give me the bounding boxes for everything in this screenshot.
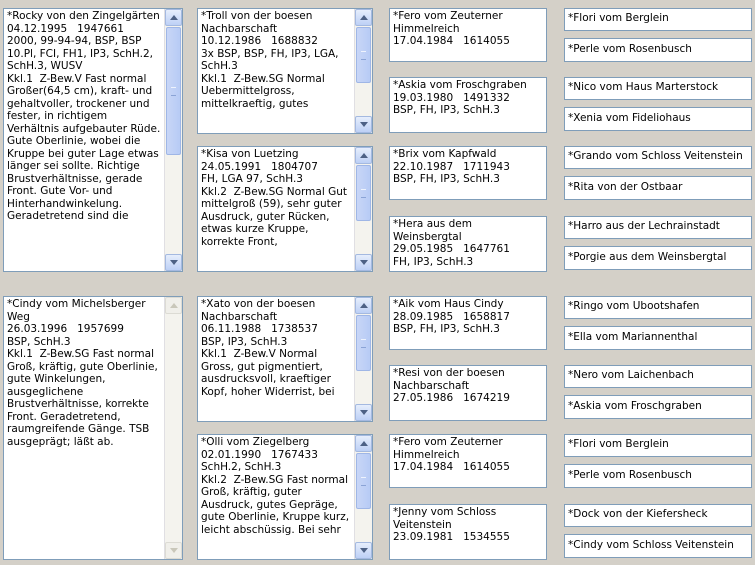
vertical-scrollbar[interactable]	[354, 147, 372, 271]
pedigree-entry-great-grandparent[interactable]	[564, 77, 752, 100]
pedigree-entry-great-grandparent[interactable]	[564, 504, 752, 527]
dog-info-text: *Troll von der boesen Nachbarschaft 10.12.1986 1688832 3x BSP, BSP, FH, IP3, LGA, SchH.3 Kkl.1 Z-Bew.SG Normal Uebermittelgross, mittelkraeftig, gutes	[201, 10, 339, 110]
pedigree-entry-sire[interactable]	[197, 296, 373, 422]
arrow-up-icon	[360, 15, 368, 20]
scroll-up-button[interactable]	[355, 435, 372, 452]
dog-name: *Dock von der Kiefersheck	[568, 508, 708, 520]
pedigree-entry-grandparent[interactable]	[389, 77, 547, 133]
pedigree-entry-dam[interactable]	[197, 434, 373, 560]
pedigree-entry-grandparent[interactable]	[389, 8, 547, 62]
pedigree-entry-grandparent[interactable]	[389, 146, 547, 200]
scroll-down-button[interactable]	[355, 542, 372, 559]
arrow-up-icon	[360, 441, 368, 446]
pedigree-entry-dog[interactable]	[3, 8, 183, 272]
dog-info-text: *Jenny vom Schloss Veitenstein 23.09.1981 1534555	[393, 506, 510, 543]
arrow-down-icon	[360, 410, 368, 415]
grip-icon	[361, 339, 366, 348]
scroll-down-button[interactable]	[165, 254, 182, 271]
arrow-up-icon	[170, 303, 178, 308]
grip-icon	[171, 87, 176, 96]
pedigree-entry-great-grandparent[interactable]	[564, 534, 752, 558]
dog-info-text: *Fero vom Zeuterner Himmelreich 17.04.1984 1614055	[393, 436, 510, 473]
dog-name: *Ringo vom Ubootshafen	[568, 300, 700, 312]
scroll-thumb[interactable]	[356, 315, 371, 371]
arrow-up-icon	[360, 303, 368, 308]
arrow-down-icon	[170, 260, 178, 265]
dog-info-text: *Askia vom Froschgraben 19.03.1980 1491332 BSP, FH, IP3, SchH.3	[393, 79, 527, 116]
grip-icon	[361, 189, 366, 198]
vertical-scrollbar[interactable]	[354, 9, 372, 133]
pedigree-entry-great-grandparent[interactable]	[564, 365, 752, 388]
pedigree-entry-great-grandparent[interactable]	[564, 395, 752, 419]
scroll-thumb[interactable]	[356, 165, 371, 221]
scroll-down-button[interactable]	[355, 254, 372, 271]
dog-info-text: *Brix vom Kapfwald 22.10.1987 1711943 BSP, FH, IP3, SchH.3	[393, 148, 510, 185]
dog-name: *Flori vom Berglein	[568, 438, 669, 450]
dog-name: *Cindy vom Schloss Veitenstein	[568, 539, 734, 551]
pedigree-entry-great-grandparent[interactable]	[564, 8, 752, 31]
scroll-thumb[interactable]	[356, 453, 371, 509]
arrow-down-icon	[360, 548, 368, 553]
dog-info-text: *Fero vom Zeuterner Himmelreich 17.04.1984 1614055	[393, 10, 510, 47]
pedigree-entry-dam[interactable]	[197, 146, 373, 272]
pedigree-entry-grandparent[interactable]	[389, 216, 547, 272]
pedigree-entry-great-grandparent[interactable]	[564, 326, 752, 350]
dog-name: *Nico vom Haus Marterstock	[568, 81, 719, 93]
arrow-down-icon	[360, 260, 368, 265]
scroll-up-button[interactable]	[355, 297, 372, 314]
pedigree-entry-great-grandparent[interactable]	[564, 216, 752, 239]
dog-info-text: *Resi von der boesen Nachbarschaft 27.05.1986 1674219	[393, 367, 510, 404]
scroll-thumb[interactable]	[166, 27, 181, 155]
dog-info-text: *Hera aus dem Weinsbergtal 29.05.1985 1647761 FH, IP3, SchH.3	[393, 218, 510, 268]
pedigree-entry-great-grandparent[interactable]	[564, 434, 752, 457]
pedigree-entry-great-grandparent[interactable]	[564, 296, 752, 319]
dog-info-text: *Xato von der boesen Nachbarschaft 06.11.1988 1738537 BSP, IP3, SchH.3 Kkl.1 Z-Bew.V Normal Gross, gut pigmentiert, ausdrucksvoll, kraeftiger Kopf, hoher Widerrist, bei	[201, 298, 335, 398]
grip-icon	[361, 51, 366, 60]
scroll-down-button[interactable]	[355, 116, 372, 133]
dog-name: *Rita von der Ostbaar	[568, 181, 683, 193]
dog-name: *Flori vom Berglein	[568, 12, 669, 24]
dog-name: *Porgie aus dem Weinsbergtal	[568, 251, 727, 263]
scroll-up-button[interactable]	[355, 147, 372, 164]
vertical-scrollbar[interactable]	[164, 9, 182, 271]
dog-name: *Ella vom Mariannenthal	[568, 331, 698, 343]
dog-info-text: *Cindy vom Michelsberger Weg 26.03.1996 1957699 BSP, SchH.3 Kkl.1 Z-Bew.SG Fast normal Groß, kräftig, gute Oberlinie, gute Winkelungen, ausgeglichene Brustverhältnisse, korrekte Front. Geradetretend, raumgreifende Gänge. TSB ausgeprägt; läßt ab.	[7, 298, 158, 448]
pedigree-entry-grandparent[interactable]	[389, 434, 547, 488]
pedigree-entry-dog[interactable]	[3, 296, 183, 560]
arrow-up-icon	[170, 15, 178, 20]
dog-name: *Xenia vom Fideliohaus	[568, 112, 691, 124]
vertical-scrollbar[interactable]	[354, 435, 372, 559]
dog-name: *Harro aus der Lechrainstadt	[568, 220, 720, 232]
vertical-scrollbar[interactable]	[354, 297, 372, 421]
dog-name: *Askia vom Froschgraben	[568, 400, 702, 412]
dog-name: *Grando vom Schloss Veitenstein	[568, 150, 743, 162]
arrow-up-icon	[360, 153, 368, 158]
dog-info-text: *Rocky von den Zingelgärten 04.12.1995 1947661 2000, 99-94-94, BSP, BSP 10.Pl, FCI, FH1, IP3, SchH.2, SchH.3, WUSV Kkl.1 Z-Bew.V Fast normal Großer(64,5 cm), kraft- und gehaltvoller, trockener und fester, in richtigem Verhältnis aufgebauter Rüde. Gute Oberlinie, wobei die Kruppe bei guter Lage etwas länger sei sollte. Richtige Brustverhältnisse, gerade Front. Gute Vor- und Hinterhandwinkelung. Geradetretend sind die	[7, 10, 161, 222]
scroll-up-button[interactable]	[355, 9, 372, 26]
dog-name: *Nero vom Laichenbach	[568, 369, 694, 381]
pedigree-entry-great-grandparent[interactable]	[564, 146, 752, 169]
dog-name: *Perle vom Rosenbusch	[568, 469, 692, 481]
scroll-down-button[interactable]	[355, 404, 372, 421]
pedigree-entry-great-grandparent[interactable]	[564, 464, 752, 488]
pedigree-entry-great-grandparent[interactable]	[564, 38, 752, 62]
grip-icon	[361, 477, 366, 486]
dog-info-text: *Aik vom Haus Cindy 28.09.1985 1658817 BSP, FH, IP3, SchH.3	[393, 298, 510, 335]
scroll-up-button[interactable]	[165, 9, 182, 26]
pedigree-entry-great-grandparent[interactable]	[564, 246, 752, 270]
scroll-up-button	[165, 297, 182, 314]
dog-info-text: *Kisa von Luetzing 24.05.1991 1804707 FH, LGA 97, SchH.3 Kkl.2 Z-Bew.SG Normal Gut mittelgroß (59), sehr guter Ausdruck, guter Rücken, etwas kurze Kruppe, korrekte Front,	[201, 148, 348, 248]
pedigree-entry-sire[interactable]	[197, 8, 373, 134]
dog-info-text: *Olli vom Ziegelberg 02.01.1990 1767433 SchH.2, SchH.3 Kkl.2 Z-Bew.SG Fast normal Groß, kräftig, guter Ausdruck, gutes Gepräge, gute Oberlinie, Kruppe kurz, leicht abschüssig. Bei sehr	[201, 436, 350, 536]
pedigree-entry-grandparent[interactable]	[389, 365, 547, 421]
scroll-thumb[interactable]	[356, 27, 371, 83]
vertical-scrollbar	[164, 297, 182, 559]
pedigree-entry-grandparent[interactable]	[389, 504, 547, 560]
pedigree-entry-great-grandparent[interactable]	[564, 107, 752, 131]
scroll-down-button	[165, 542, 182, 559]
arrow-down-icon	[170, 548, 178, 553]
pedigree-entry-grandparent[interactable]	[389, 296, 547, 350]
arrow-down-icon	[360, 122, 368, 127]
dog-name: *Perle vom Rosenbusch	[568, 43, 692, 55]
pedigree-entry-great-grandparent[interactable]	[564, 176, 752, 200]
